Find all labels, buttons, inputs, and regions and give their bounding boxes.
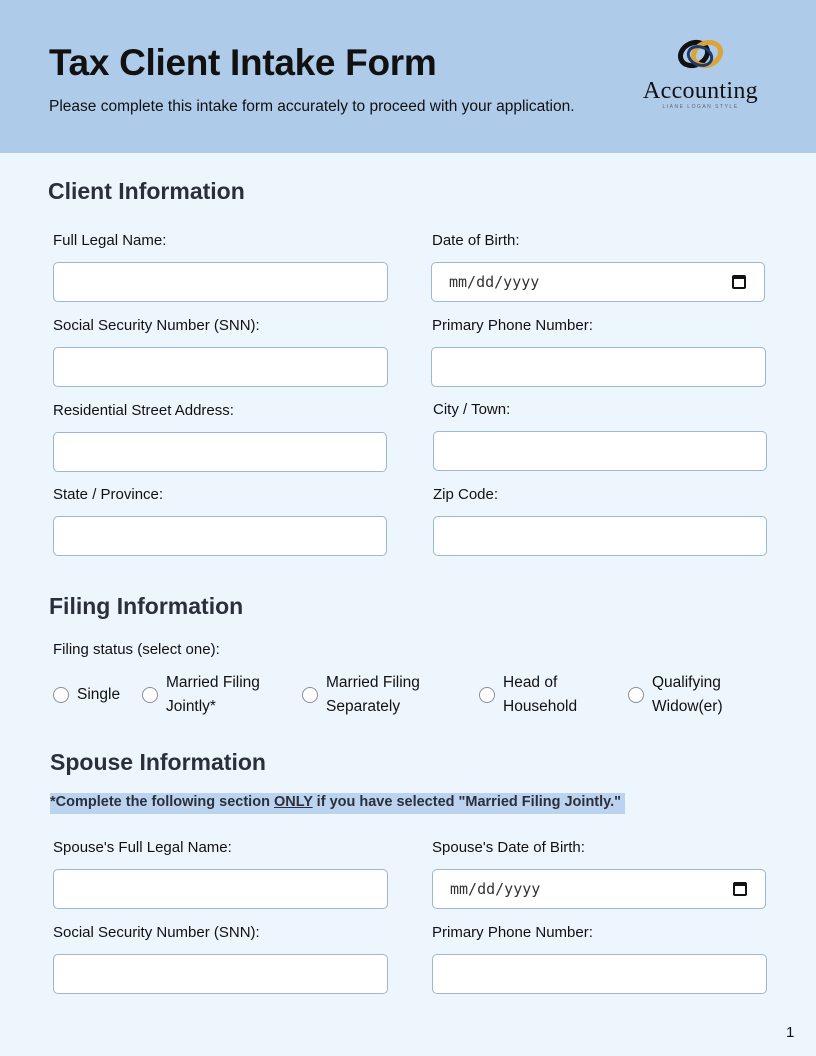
zip-input[interactable] (433, 516, 767, 556)
radio-label-head-of-household[interactable]: Head of Household (503, 674, 578, 715)
calendar-icon[interactable] (732, 275, 746, 289)
page-number: 1 (786, 1024, 795, 1041)
note-emphasis: ONLY (273, 794, 313, 810)
spouse-name-label: Spouse's Full Legal Name: (53, 839, 232, 856)
radio-label-single[interactable]: Single (77, 686, 121, 703)
spouse-section-note: *Complete the following section ONLY if you have selected "Married Filing Jointly." (50, 793, 625, 814)
radio-head-of-household[interactable] (479, 687, 495, 703)
page-subtitle: Please complete this intake form accurately to proceed with your application. (49, 98, 575, 115)
spouse-dob-label: Spouse's Date of Birth: (432, 839, 585, 856)
address-input[interactable] (53, 432, 387, 472)
spouse-phone-label: Primary Phone Number: (432, 924, 593, 941)
spouse-dob-input[interactable] (432, 869, 766, 909)
dob-input[interactable] (431, 262, 765, 302)
city-input[interactable] (433, 431, 767, 471)
section-title-filing: Filing Information (49, 593, 244, 619)
radio-label-married-separately[interactable]: Married Filing Separately (326, 674, 420, 715)
interlocking-rings-icon (628, 34, 773, 78)
radio-label-married-jointly[interactable]: Married Filing Jointly* (166, 674, 260, 715)
radio-qualifying-widower[interactable] (628, 687, 644, 703)
calendar-icon[interactable] (733, 882, 747, 896)
city-label: City / Town: (433, 401, 511, 418)
address-label: Residential Street Address: (53, 402, 234, 419)
radio-single[interactable] (53, 687, 69, 703)
spouse-name-input[interactable] (53, 869, 388, 909)
section-title-spouse: Spouse Information (50, 749, 266, 775)
ssn-input[interactable] (53, 347, 388, 387)
spouse-ssn-label: Social Security Number (SNN): (53, 924, 260, 941)
header-banner (0, 0, 816, 153)
filing-status-label: Filing status (select one): (53, 641, 220, 658)
page-title: Tax Client Intake Form (49, 42, 437, 83)
dob-label: Date of Birth: (432, 232, 520, 249)
company-logo (628, 34, 773, 114)
logo-text: Accounting (643, 78, 758, 104)
spouse-dob-placeholder: mm/dd/yyyy (450, 880, 541, 898)
logo-tagline: LIANE LOGAN STYLE (662, 104, 739, 110)
section-title-client: Client Information (48, 178, 245, 204)
full-name-input[interactable] (53, 262, 388, 302)
spouse-ssn-input[interactable] (53, 954, 388, 994)
zip-label: Zip Code: (433, 486, 499, 503)
spouse-phone-input[interactable] (432, 954, 767, 994)
dob-placeholder: mm/dd/yyyy (449, 273, 540, 291)
radio-married-jointly[interactable] (142, 687, 158, 703)
full-name-label: Full Legal Name: (53, 232, 167, 249)
radio-married-separately[interactable] (302, 687, 318, 703)
radio-label-qualifying-widower[interactable]: Qualifying Widow(er) (652, 674, 723, 715)
state-label: State / Province: (53, 486, 164, 503)
ssn-label: Social Security Number (SNN): (53, 317, 260, 334)
phone-input[interactable] (431, 347, 766, 387)
state-input[interactable] (53, 516, 387, 556)
phone-label: Primary Phone Number: (432, 317, 593, 334)
